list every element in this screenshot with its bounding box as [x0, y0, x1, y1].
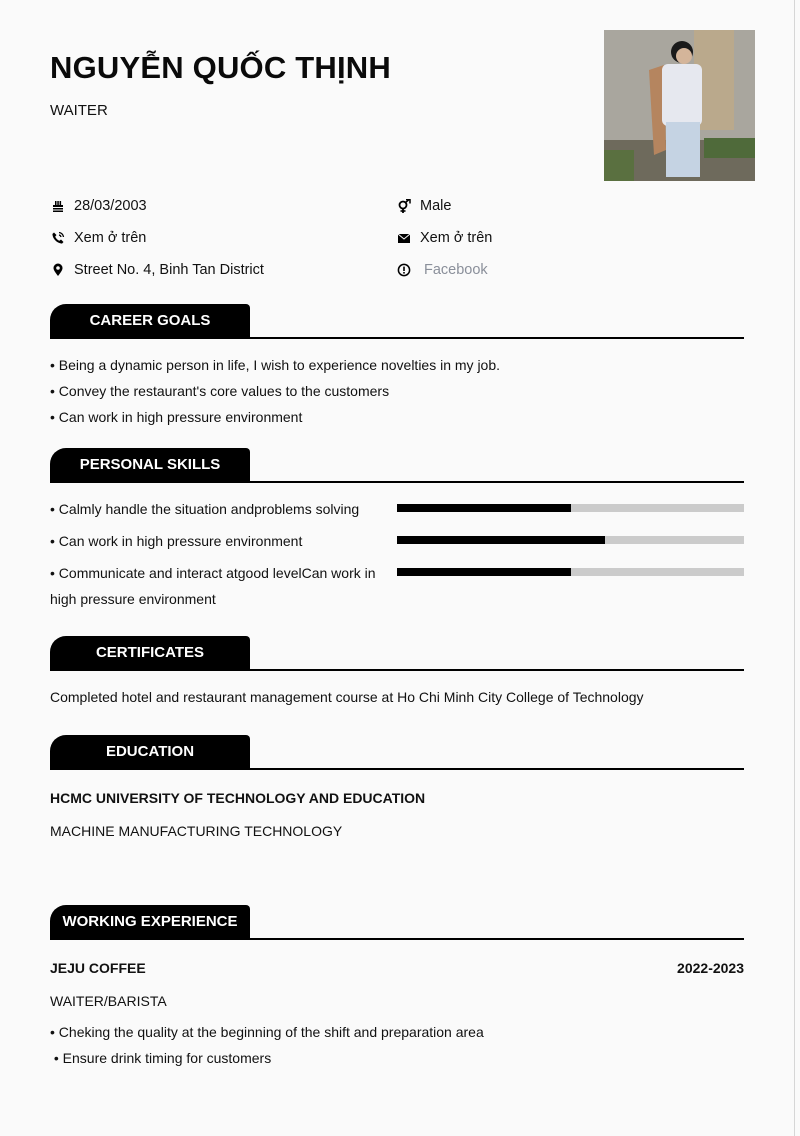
profile-photo: [604, 30, 755, 181]
section-title: PERSONAL SKILLS: [50, 448, 250, 481]
contact-social[interactable]: [396, 260, 488, 280]
exclamation-circle-icon: [396, 262, 412, 278]
section-title: CERTIFICATES: [50, 636, 250, 669]
cake-icon: [50, 198, 66, 214]
contact-gender: [396, 196, 451, 216]
certificate-item: Completed hotel and restaurant management course at Ho Chi Minh City College of Technology: [50, 689, 644, 705]
page-edge: [794, 0, 795, 1136]
phone-icon: [50, 230, 66, 246]
school-name: HCMC UNIVERSITY OF TECHNOLOGY AND EDUCATION: [50, 790, 426, 806]
gender-icon: [396, 198, 412, 214]
skill-level-bar: [397, 504, 744, 512]
company-name: JEJU COFFEE: [50, 960, 146, 976]
section-working-experience: [50, 905, 744, 940]
skill-level-fill: [397, 568, 571, 576]
skill-level-bar: [397, 536, 744, 544]
career-goal-item: • Being a dynamic person in life, I wish to experience novelties in my job.: [50, 357, 501, 373]
birthday-value: 28/03/2003: [74, 198, 147, 214]
section-certificates: [50, 636, 744, 671]
job-role: WAITER/BARISTA: [50, 993, 167, 1009]
section-personal-skills: [50, 448, 744, 483]
section-title: EDUCATION: [50, 735, 250, 768]
work-period: 2022-2023: [677, 960, 744, 976]
map-pin-icon: [50, 262, 66, 278]
contact-birthday: [50, 196, 147, 216]
contact-phone: [50, 228, 146, 248]
skill-label-continued: high pressure environment: [50, 591, 216, 607]
skill-level-fill: [397, 536, 605, 544]
candidate-name: NGUYỄN QUỐC THỊNH: [50, 50, 391, 85]
section-career-goals: [50, 304, 744, 339]
career-goal-item: • Can work in high pressure environment: [50, 409, 303, 425]
skill-label: • Can work in high pressure environment: [50, 533, 303, 549]
major-name: MACHINE MANUFACTURING TECHNOLOGY: [50, 823, 343, 839]
profile-photo-image: [604, 30, 755, 181]
section-title: WORKING EXPERIENCE: [50, 905, 250, 938]
contact-email: [396, 228, 492, 248]
career-goal-item: • Convey the restaurant's core values to the customers: [50, 383, 390, 399]
skill-label: • Calmly handle the situation andproblems solving: [50, 501, 360, 517]
contact-address: [50, 260, 264, 280]
candidate-position: WAITER: [50, 102, 108, 119]
duty-item: • Cheking the quality at the beginning of the shift and preparation area: [50, 1024, 484, 1040]
phone-value: Xem ở trên: [74, 230, 147, 246]
duty-item: • Ensure drink timing for customers: [50, 1050, 272, 1066]
skill-level-bar: [397, 568, 744, 576]
section-education: [50, 735, 744, 770]
gender-value: Male: [420, 198, 452, 214]
envelope-icon: [396, 230, 412, 246]
address-value: Street No. 4, Binh Tan District: [74, 262, 264, 278]
section-title: CAREER GOALS: [50, 304, 250, 337]
email-value: Xem ở trên: [420, 230, 493, 246]
skill-level-fill: [397, 504, 571, 512]
facebook-link[interactable]: Facebook: [424, 262, 488, 278]
skill-label: • Communicate and interact atgood levelCan work in: [50, 565, 376, 581]
